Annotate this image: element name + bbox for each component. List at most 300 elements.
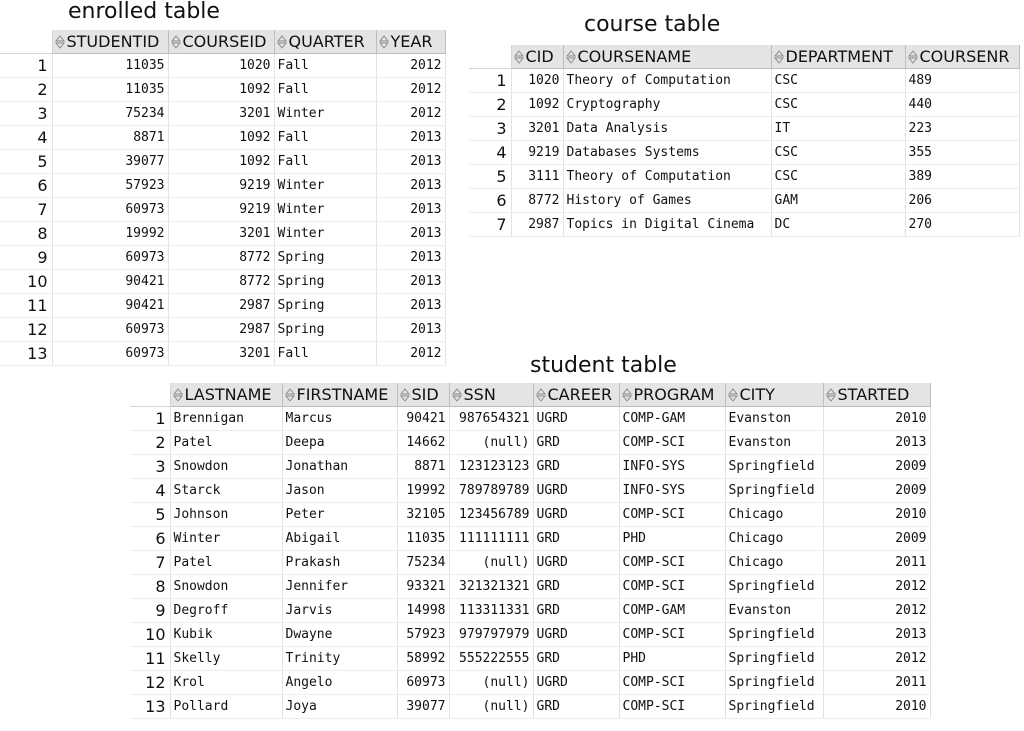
cell-firstname[interactable]: Trinity <box>282 647 397 671</box>
enrolled-table-corner <box>0 30 52 54</box>
row-number: 2 <box>130 431 170 455</box>
cell-lastname[interactable]: Kubik <box>170 623 282 647</box>
column-header-label: DEPARTMENT <box>785 47 893 66</box>
row-number: 2 <box>469 93 511 117</box>
column-header-label: COURSENAME <box>577 47 692 66</box>
row-number: 10 <box>0 270 52 294</box>
cell-ssn[interactable]: 979797979 <box>449 623 533 647</box>
cell-program[interactable]: COMP-GAM <box>619 407 725 431</box>
cell-coursenr[interactable]: 489 <box>905 69 1019 93</box>
cell-city[interactable]: Chicago <box>725 551 823 575</box>
cell-program[interactable]: COMP-SCI <box>619 671 725 695</box>
cell-started[interactable]: 2009 <box>823 527 930 551</box>
cell-cid[interactable]: 9219 <box>511 141 563 165</box>
column-header-city[interactable] <box>725 383 823 407</box>
cell-sid[interactable]: 14662 <box>397 431 449 455</box>
sort-arrows-icon[interactable] <box>173 387 183 401</box>
row-number: 8 <box>130 575 170 599</box>
cell-year[interactable]: 2012 <box>376 342 445 366</box>
row-number: 13 <box>0 342 52 366</box>
row-number: 1 <box>130 407 170 431</box>
cell-career[interactable]: GRD <box>533 455 619 479</box>
table-row[interactable] <box>130 647 930 671</box>
table-row[interactable] <box>130 503 930 527</box>
table-row[interactable] <box>0 54 445 78</box>
cell-career[interactable]: UGRD <box>533 503 619 527</box>
cell-started[interactable]: 2012 <box>823 647 930 671</box>
cell-program[interactable]: COMP-SCI <box>619 695 725 719</box>
cell-quarter[interactable]: Spring <box>274 294 376 318</box>
cell-sid[interactable]: 57923 <box>397 623 449 647</box>
cell-city[interactable]: Springfield <box>725 455 823 479</box>
column-header-studentid[interactable] <box>52 30 168 54</box>
cell-started[interactable]: 2012 <box>823 575 930 599</box>
sort-arrows-icon[interactable] <box>514 49 524 63</box>
cell-lastname[interactable]: Winter <box>170 527 282 551</box>
row-number: 5 <box>130 503 170 527</box>
cell-studentid[interactable]: 8871 <box>52 126 168 150</box>
table-row[interactable] <box>0 294 445 318</box>
cell-studentid[interactable]: 60973 <box>52 198 168 222</box>
cell-ssn[interactable]: (null) <box>449 671 533 695</box>
table-row[interactable] <box>130 407 930 431</box>
cell-ssn[interactable]: (null) <box>449 551 533 575</box>
column-header-label: SID <box>411 385 439 404</box>
cell-cid[interactable]: 2987 <box>511 213 563 237</box>
cell-year[interactable]: 2013 <box>376 294 445 318</box>
cell-firstname[interactable]: Jennifer <box>282 575 397 599</box>
column-header-label: CITY <box>739 385 775 404</box>
cell-program[interactable]: COMP-GAM <box>619 599 725 623</box>
cell-coursenr[interactable]: 440 <box>905 93 1019 117</box>
table-row[interactable] <box>130 551 930 575</box>
cell-year[interactable]: 2013 <box>376 198 445 222</box>
table-row[interactable] <box>0 342 445 366</box>
table-row[interactable] <box>130 479 930 503</box>
table-row[interactable] <box>130 695 930 719</box>
cell-cid[interactable]: 3201 <box>511 117 563 141</box>
table-row[interactable] <box>469 213 1019 237</box>
cell-ssn[interactable]: 321321321 <box>449 575 533 599</box>
row-number: 12 <box>130 671 170 695</box>
cell-cid[interactable]: 1020 <box>511 69 563 93</box>
row-number: 4 <box>0 126 52 150</box>
cell-ssn[interactable]: (null) <box>449 431 533 455</box>
row-number: 4 <box>469 141 511 165</box>
column-header-label: COURSEID <box>182 32 267 51</box>
cell-studentid[interactable]: 90421 <box>52 294 168 318</box>
cell-started[interactable]: 2012 <box>823 599 930 623</box>
table-row[interactable] <box>469 117 1019 141</box>
cell-studentid[interactable]: 57923 <box>52 174 168 198</box>
table-row[interactable] <box>0 318 445 342</box>
column-header-label: FIRSTNAME <box>296 385 389 404</box>
column-header-courseid[interactable] <box>168 30 274 54</box>
sort-arrows-icon[interactable] <box>452 387 462 401</box>
cell-city[interactable]: Springfield <box>725 695 823 719</box>
cell-firstname[interactable]: Jarvis <box>282 599 397 623</box>
cell-coursename[interactable]: History of Games <box>563 189 771 213</box>
table-row[interactable] <box>469 69 1019 93</box>
column-header-lastname[interactable] <box>170 383 282 407</box>
cell-studentid[interactable]: 19992 <box>52 222 168 246</box>
cell-program[interactable]: PHD <box>619 527 725 551</box>
cell-courseid[interactable]: 3201 <box>168 102 274 126</box>
cell-department[interactable]: CSC <box>771 69 905 93</box>
cell-year[interactable]: 2012 <box>376 54 445 78</box>
cell-career[interactable]: GRD <box>533 647 619 671</box>
cell-career[interactable]: GRD <box>533 599 619 623</box>
table-row[interactable] <box>0 78 445 102</box>
cell-lastname[interactable]: Brennigan <box>170 407 282 431</box>
cell-program[interactable]: INFO-SYS <box>619 455 725 479</box>
cell-coursename[interactable]: Topics in Digital Cinema <box>563 213 771 237</box>
cell-started[interactable]: 2009 <box>823 455 930 479</box>
cell-cid[interactable]: 8772 <box>511 189 563 213</box>
cell-quarter[interactable]: Winter <box>274 198 376 222</box>
sort-arrows-icon[interactable] <box>171 34 181 48</box>
cell-lastname[interactable]: Patel <box>170 431 282 455</box>
cell-firstname[interactable]: Peter <box>282 503 397 527</box>
column-header-label: LASTNAME <box>184 385 272 404</box>
row-number: 9 <box>130 599 170 623</box>
cell-started[interactable]: 2009 <box>823 479 930 503</box>
column-header-program[interactable] <box>619 383 725 407</box>
table-row[interactable] <box>0 150 445 174</box>
column-header-label: YEAR <box>390 32 433 51</box>
cell-courseid[interactable]: 8772 <box>168 246 274 270</box>
cell-sid[interactable]: 60973 <box>397 671 449 695</box>
row-number: 7 <box>0 198 52 222</box>
row-number: 3 <box>469 117 511 141</box>
cell-lastname[interactable]: Degroff <box>170 599 282 623</box>
cell-career[interactable]: UGRD <box>533 479 619 503</box>
cell-program[interactable]: COMP-SCI <box>619 503 725 527</box>
cell-coursenr[interactable]: 270 <box>905 213 1019 237</box>
cell-quarter[interactable]: Spring <box>274 270 376 294</box>
table-row[interactable] <box>130 527 930 551</box>
cell-city[interactable]: Chicago <box>725 527 823 551</box>
cell-city[interactable]: Springfield <box>725 647 823 671</box>
table-row[interactable] <box>469 189 1019 213</box>
row-number: 2 <box>0 78 52 102</box>
cell-sid[interactable]: 58992 <box>397 647 449 671</box>
column-header-coursenr[interactable] <box>905 45 1019 69</box>
cell-quarter[interactable]: Fall <box>274 150 376 174</box>
student-table-corner <box>130 383 170 407</box>
cell-courseid[interactable]: 3201 <box>168 342 274 366</box>
cell-firstname[interactable]: Abigail <box>282 527 397 551</box>
sort-arrows-icon[interactable] <box>622 387 632 401</box>
cell-lastname[interactable]: Krol <box>170 671 282 695</box>
sort-arrows-icon[interactable] <box>728 387 738 401</box>
cell-ssn[interactable]: 113311331 <box>449 599 533 623</box>
table-row[interactable] <box>0 126 445 150</box>
cell-department[interactable]: DC <box>771 213 905 237</box>
cell-department[interactable]: IT <box>771 117 905 141</box>
cell-quarter[interactable]: Spring <box>274 246 376 270</box>
cell-city[interactable]: Chicago <box>725 503 823 527</box>
column-header-firstname[interactable] <box>282 383 397 407</box>
cell-career[interactable]: UGRD <box>533 623 619 647</box>
cell-sid[interactable]: 39077 <box>397 695 449 719</box>
row-number: 1 <box>0 54 52 78</box>
cell-city[interactable]: Springfield <box>725 671 823 695</box>
cell-sid[interactable]: 90421 <box>397 407 449 431</box>
table-row[interactable] <box>130 671 930 695</box>
table-row[interactable] <box>0 102 445 126</box>
row-number: 5 <box>469 165 511 189</box>
row-number: 11 <box>130 647 170 671</box>
cell-coursenr[interactable]: 206 <box>905 189 1019 213</box>
cell-city[interactable]: Evanston <box>725 599 823 623</box>
cell-sid[interactable]: 32105 <box>397 503 449 527</box>
sort-arrows-icon[interactable] <box>55 34 65 48</box>
cell-ssn[interactable]: 111111111 <box>449 527 533 551</box>
cell-firstname[interactable]: Prakash <box>282 551 397 575</box>
table-row[interactable] <box>0 222 445 246</box>
row-number: 11 <box>0 294 52 318</box>
column-header-department[interactable] <box>771 45 905 69</box>
row-number: 5 <box>0 150 52 174</box>
cell-city[interactable]: Springfield <box>725 623 823 647</box>
table-row[interactable] <box>130 623 930 647</box>
cell-quarter[interactable]: Fall <box>274 126 376 150</box>
cell-courseid[interactable]: 3201 <box>168 222 274 246</box>
sort-arrows-icon[interactable] <box>285 387 295 401</box>
table-row[interactable] <box>0 198 445 222</box>
table-row[interactable] <box>469 141 1019 165</box>
cell-coursename[interactable]: Theory of Computation <box>563 165 771 189</box>
cell-studentid[interactable]: 90421 <box>52 270 168 294</box>
cell-city[interactable]: Evanston <box>725 431 823 455</box>
table-row[interactable] <box>469 93 1019 117</box>
column-header-sid[interactable] <box>397 383 449 407</box>
cell-cid[interactable]: 3111 <box>511 165 563 189</box>
sort-arrows-icon[interactable] <box>379 34 389 48</box>
cell-started[interactable]: 2010 <box>823 503 930 527</box>
column-header-label: COURSENR <box>919 47 1010 66</box>
column-header-label: SSN <box>463 385 496 404</box>
table-row[interactable] <box>130 575 930 599</box>
cell-started[interactable]: 2010 <box>823 695 930 719</box>
cell-coursenr[interactable]: 389 <box>905 165 1019 189</box>
cell-career[interactable]: GRD <box>533 575 619 599</box>
cell-lastname[interactable]: Snowdon <box>170 455 282 479</box>
cell-started[interactable]: 2013 <box>823 623 930 647</box>
cell-quarter[interactable]: Winter <box>274 222 376 246</box>
column-header-coursename[interactable] <box>563 45 771 69</box>
cell-career[interactable]: GRD <box>533 431 619 455</box>
cell-ssn[interactable]: 123456789 <box>449 503 533 527</box>
enrolled-table-caption: enrolled table <box>68 0 220 24</box>
row-number: 10 <box>130 623 170 647</box>
column-header-started[interactable] <box>823 383 930 407</box>
cell-program[interactable]: COMP-SCI <box>619 623 725 647</box>
cell-firstname[interactable]: Jonathan <box>282 455 397 479</box>
sort-arrows-icon[interactable] <box>908 49 918 63</box>
column-header-label: QUARTER <box>288 32 365 51</box>
sort-arrows-icon[interactable] <box>566 49 576 63</box>
cell-ssn[interactable]: (null) <box>449 695 533 719</box>
course-table-corner <box>469 45 511 69</box>
cell-firstname[interactable]: Angelo <box>282 671 397 695</box>
column-header-label: STUDENTID <box>66 32 160 51</box>
cell-started[interactable]: 2011 <box>823 551 930 575</box>
cell-studentid[interactable]: 60973 <box>52 318 168 342</box>
row-number: 3 <box>130 455 170 479</box>
cell-started[interactable]: 2011 <box>823 671 930 695</box>
cell-department[interactable]: CSC <box>771 93 905 117</box>
cell-career[interactable]: UGRD <box>533 551 619 575</box>
cell-courseid[interactable]: 2987 <box>168 318 274 342</box>
row-number: 4 <box>130 479 170 503</box>
cell-coursenr[interactable]: 223 <box>905 117 1019 141</box>
sort-arrows-icon[interactable] <box>277 34 287 48</box>
cell-quarter[interactable]: Fall <box>274 342 376 366</box>
cell-coursename[interactable]: Databases Systems <box>563 141 771 165</box>
cell-year[interactable]: 2013 <box>376 174 445 198</box>
cell-firstname[interactable]: Deepa <box>282 431 397 455</box>
cell-year[interactable]: 2013 <box>376 222 445 246</box>
cell-program[interactable]: COMP-SCI <box>619 551 725 575</box>
cell-program[interactable]: PHD <box>619 647 725 671</box>
column-header-quarter[interactable] <box>274 30 376 54</box>
cell-quarter[interactable]: Fall <box>274 54 376 78</box>
sort-arrows-icon[interactable] <box>400 387 410 401</box>
cell-courseid[interactable]: 1020 <box>168 54 274 78</box>
row-number: 1 <box>469 69 511 93</box>
row-number: 12 <box>0 318 52 342</box>
cell-studentid[interactable]: 75234 <box>52 102 168 126</box>
cell-ssn[interactable]: 789789789 <box>449 479 533 503</box>
cell-studentid[interactable]: 11035 <box>52 54 168 78</box>
table-row[interactable] <box>130 431 930 455</box>
cell-coursenr[interactable]: 355 <box>905 141 1019 165</box>
cell-courseid[interactable]: 2987 <box>168 294 274 318</box>
cell-year[interactable]: 2013 <box>376 318 445 342</box>
cell-quarter[interactable]: Winter <box>274 102 376 126</box>
cell-career[interactable]: GRD <box>533 695 619 719</box>
cell-year[interactable]: 2012 <box>376 78 445 102</box>
column-header-ssn[interactable] <box>449 383 533 407</box>
cell-city[interactable]: Evanston <box>725 407 823 431</box>
cell-city[interactable]: Springfield <box>725 575 823 599</box>
cell-year[interactable]: 2012 <box>376 102 445 126</box>
cell-lastname[interactable]: Snowdon <box>170 575 282 599</box>
cell-ssn[interactable]: 987654321 <box>449 407 533 431</box>
cell-sid[interactable]: 19992 <box>397 479 449 503</box>
cell-lastname[interactable]: Starck <box>170 479 282 503</box>
sort-arrows-icon[interactable] <box>826 387 836 401</box>
row-number: 7 <box>469 213 511 237</box>
table-row[interactable] <box>0 270 445 294</box>
cell-quarter[interactable]: Spring <box>274 318 376 342</box>
cell-quarter[interactable]: Winter <box>274 174 376 198</box>
cell-sid[interactable]: 14998 <box>397 599 449 623</box>
sort-arrows-icon[interactable] <box>774 49 784 63</box>
column-header-cid[interactable] <box>511 45 563 69</box>
cell-year[interactable]: 2013 <box>376 150 445 174</box>
cell-lastname[interactable]: Skelly <box>170 647 282 671</box>
cell-studentid[interactable]: 60973 <box>52 342 168 366</box>
cell-firstname[interactable]: Dwayne <box>282 623 397 647</box>
cell-studentid[interactable]: 39077 <box>52 150 168 174</box>
cell-program[interactable]: COMP-SCI <box>619 431 725 455</box>
cell-career[interactable]: UGRD <box>533 407 619 431</box>
cell-year[interactable]: 2013 <box>376 246 445 270</box>
cell-department[interactable]: GAM <box>771 189 905 213</box>
cell-firstname[interactable]: Jason <box>282 479 397 503</box>
cell-program[interactable]: INFO-SYS <box>619 479 725 503</box>
cell-started[interactable]: 2013 <box>823 431 930 455</box>
course-table-caption: course table <box>584 12 721 37</box>
column-header-label: PROGRAM <box>633 385 715 404</box>
cell-courseid[interactable]: 9219 <box>168 198 274 222</box>
column-header-career[interactable] <box>533 383 619 407</box>
cell-ssn[interactable]: 123123123 <box>449 455 533 479</box>
student-table <box>130 383 931 719</box>
cell-city[interactable]: Springfield <box>725 479 823 503</box>
cell-coursename[interactable]: Data Analysis <box>563 117 771 141</box>
enrolled-table <box>0 30 446 366</box>
cell-cid[interactable]: 1092 <box>511 93 563 117</box>
row-number: 3 <box>0 102 52 126</box>
table-row[interactable] <box>0 246 445 270</box>
table-row[interactable] <box>130 455 930 479</box>
cell-lastname[interactable]: Patel <box>170 551 282 575</box>
cell-career[interactable]: UGRD <box>533 671 619 695</box>
cell-lastname[interactable]: Johnson <box>170 503 282 527</box>
row-number: 6 <box>469 189 511 213</box>
row-number: 6 <box>130 527 170 551</box>
course-table <box>469 45 1020 237</box>
cell-sid[interactable]: 93321 <box>397 575 449 599</box>
table-row[interactable] <box>130 599 930 623</box>
cell-coursename[interactable]: Theory of Computation <box>563 69 771 93</box>
cell-courseid[interactable]: 8772 <box>168 270 274 294</box>
cell-courseid[interactable]: 1092 <box>168 150 274 174</box>
cell-firstname[interactable]: Joya <box>282 695 397 719</box>
row-number: 6 <box>0 174 52 198</box>
cell-quarter[interactable]: Fall <box>274 78 376 102</box>
cell-started[interactable]: 2010 <box>823 407 930 431</box>
cell-ssn[interactable]: 555222555 <box>449 647 533 671</box>
row-number: 8 <box>0 222 52 246</box>
cell-courseid[interactable]: 1092 <box>168 78 274 102</box>
cell-year[interactable]: 2013 <box>376 126 445 150</box>
cell-studentid[interactable]: 11035 <box>52 78 168 102</box>
cell-sid[interactable]: 8871 <box>397 455 449 479</box>
cell-sid[interactable]: 75234 <box>397 551 449 575</box>
cell-firstname[interactable]: Marcus <box>282 407 397 431</box>
cell-studentid[interactable]: 60973 <box>52 246 168 270</box>
cell-courseid[interactable]: 9219 <box>168 174 274 198</box>
table-row[interactable] <box>0 174 445 198</box>
cell-courseid[interactable]: 1092 <box>168 126 274 150</box>
cell-program[interactable]: COMP-SCI <box>619 575 725 599</box>
cell-coursename[interactable]: Cryptography <box>563 93 771 117</box>
table-row[interactable] <box>469 165 1019 189</box>
sort-arrows-icon[interactable] <box>536 387 546 401</box>
cell-year[interactable]: 2013 <box>376 270 445 294</box>
cell-sid[interactable]: 11035 <box>397 527 449 551</box>
cell-career[interactable]: GRD <box>533 527 619 551</box>
column-header-year[interactable] <box>376 30 445 54</box>
cell-lastname[interactable]: Pollard <box>170 695 282 719</box>
cell-department[interactable]: CSC <box>771 141 905 165</box>
cell-department[interactable]: CSC <box>771 165 905 189</box>
